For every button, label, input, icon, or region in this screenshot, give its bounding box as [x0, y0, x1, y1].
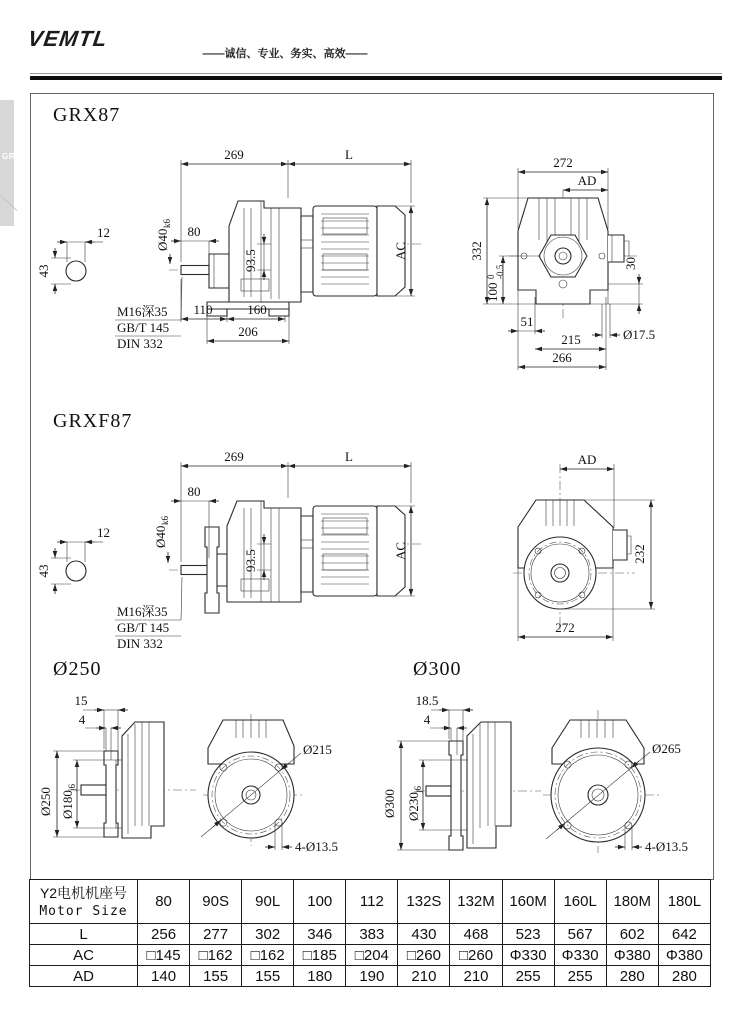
- motor-dimension-table: [29, 879, 711, 987]
- dim-AC-label: AC: [393, 241, 408, 261]
- dim-185-label: 18.5: [415, 693, 439, 708]
- dim-shaft-dia-sub: k6: [160, 516, 170, 525]
- row-label-AC: AC: [30, 945, 138, 966]
- dim-AD-label: AD: [577, 173, 597, 188]
- column-header-180L: 180L: [658, 880, 710, 924]
- dim-AD-label: AD: [577, 452, 597, 467]
- grxf87-side-view: [115, 449, 423, 651]
- note-tapped-hole: M16深35: [117, 604, 168, 619]
- side-tab-diagonal: [0, 194, 17, 211]
- grx87-drawing: [31, 94, 713, 399]
- dim-shaft-dia-label: Ø40: [153, 525, 168, 548]
- dim-holes-label: 4-Ø13.5: [295, 839, 338, 854]
- dim-hole-label: Ø17.5: [623, 327, 656, 342]
- cell-AC-90S: □162: [190, 945, 242, 966]
- motor-size-label-en: Motor Size: [39, 903, 128, 919]
- motor-size-label-cn: Y2电机机座号: [39, 884, 128, 901]
- cell-AC-160L: Φ330: [554, 945, 606, 966]
- flange250-title: Ø250: [53, 658, 102, 680]
- dim-30-label: 30: [623, 257, 638, 270]
- cell-L-160L: 567: [554, 924, 606, 945]
- dim-272-label: 272: [553, 155, 573, 170]
- column-header-112: 112: [346, 880, 398, 924]
- cell-AC-100: □185: [294, 945, 346, 966]
- dim-12-label: 12: [97, 525, 110, 540]
- dim-outer-label: Ø300: [382, 789, 397, 818]
- column-header-90S: 90S: [190, 880, 242, 924]
- cell-L-90S: 277: [190, 924, 242, 945]
- cell-AC-180L: Φ380: [658, 945, 710, 966]
- grx87-title: GRX87: [53, 104, 121, 126]
- cell-L-90L: 302: [242, 924, 294, 945]
- cell-AD-112: 190: [346, 966, 398, 987]
- grxf87-front-view: [513, 452, 655, 641]
- dim-935-label: 93.5: [243, 549, 258, 572]
- cell-AD-180L: 280: [658, 966, 710, 987]
- dim-160-label: 160: [247, 302, 267, 317]
- grx87-side-view: [115, 147, 423, 351]
- dim-shaft-dia-sub: k6: [162, 219, 172, 228]
- cell-AD-100: 180: [294, 966, 346, 987]
- brand-logo: VEMTL: [26, 26, 110, 51]
- note-tapped-hole: M16深35: [117, 304, 168, 319]
- cell-AC-132M: □260: [450, 945, 502, 966]
- table-header-motor-size: [30, 880, 138, 924]
- cell-L-100: 346: [294, 924, 346, 945]
- flange300-title: Ø300: [413, 658, 462, 680]
- cell-AC-112: □204: [346, 945, 398, 966]
- note-gbt: GB/T 145: [117, 320, 170, 335]
- dim-110-label: 110: [193, 302, 213, 317]
- dim-232-label: 232: [632, 544, 647, 564]
- grxf87-shaft-section: [36, 525, 110, 594]
- cell-AD-90L: 155: [242, 966, 294, 987]
- grx87-panel: [30, 93, 714, 400]
- column-header-90L: 90L: [242, 880, 294, 924]
- grx87-shaft-section: [36, 225, 110, 294]
- row-label-L: L: [30, 924, 138, 945]
- table-row-AD: [30, 966, 711, 987]
- dim-15-label: 15: [74, 693, 88, 708]
- cell-L-132S: 430: [398, 924, 450, 945]
- cell-AD-160L: 255: [554, 966, 606, 987]
- cell-AD-132M: 210: [450, 966, 502, 987]
- dim-bolt-circle-label: Ø265: [652, 741, 681, 756]
- dim-206-label: 206: [238, 324, 258, 339]
- dim-332-label: 332: [469, 241, 484, 261]
- dim-100-tol-hi: 0: [486, 274, 496, 279]
- dim-spigot-label: Ø230: [406, 792, 421, 821]
- dim-L-label: L: [345, 147, 353, 162]
- dim-269-label: 269: [224, 147, 244, 162]
- grx87-front-view: [469, 155, 655, 370]
- dim-935-label: 93.5: [243, 249, 258, 272]
- dim-outer-label: Ø250: [38, 787, 53, 816]
- note-din: DIN 332: [117, 636, 163, 651]
- cell-AC-80: □145: [138, 945, 190, 966]
- note-din: DIN 332: [117, 336, 163, 351]
- cell-L-112: 383: [346, 924, 398, 945]
- cell-L-160M: 523: [502, 924, 554, 945]
- brand-tagline: ——诚信、专业、务实、高效——: [202, 48, 368, 60]
- cell-AC-160M: Φ330: [502, 945, 554, 966]
- dim-AC-label: AC: [393, 541, 408, 561]
- dim-spigot-sub: j6: [67, 783, 77, 791]
- cell-AC-132S: □260: [398, 945, 450, 966]
- grxf87-panel: [30, 398, 714, 880]
- table-row-L: [30, 924, 711, 945]
- dim-holes-label: 4-Ø13.5: [645, 839, 688, 854]
- grxf87-drawing: [31, 398, 713, 879]
- dim-269-label: 269: [224, 449, 244, 464]
- dim-spigot-sub: j6: [413, 785, 423, 793]
- dim-272-label: 272: [555, 620, 575, 635]
- column-header-180M: 180M: [606, 880, 658, 924]
- cell-AD-80: 140: [138, 966, 190, 987]
- dim-spigot-label: Ø180: [60, 790, 75, 819]
- cell-AC-180M: Φ380: [606, 945, 658, 966]
- dim-266-label: 266: [552, 350, 572, 365]
- dim-L-label: L: [345, 449, 353, 464]
- column-header-132M: 132M: [450, 880, 502, 924]
- grxf87-title: GRXF87: [53, 410, 133, 432]
- cell-L-180L: 642: [658, 924, 710, 945]
- dim-100-label: 100: [485, 282, 500, 302]
- dim-43-label: 43: [36, 564, 51, 578]
- column-header-132S: 132S: [398, 880, 450, 924]
- cell-AD-132S: 210: [398, 966, 450, 987]
- table-row-AC: [30, 945, 711, 966]
- row-label-AD: AD: [30, 966, 138, 987]
- column-header-80: 80: [138, 880, 190, 924]
- cell-AC-90L: □162: [242, 945, 294, 966]
- cell-L-80: 256: [138, 924, 190, 945]
- column-header-160L: 160L: [554, 880, 606, 924]
- flange300-views: [382, 693, 688, 854]
- dim-80-label: 80: [187, 224, 201, 239]
- dim-43-label: 43: [36, 264, 51, 278]
- header-rule-thick: [30, 76, 722, 80]
- dim-shaft-dia-label: Ø40: [155, 228, 170, 251]
- dim-4-label: 4: [78, 712, 86, 727]
- side-tab-label: GR: [2, 152, 15, 161]
- column-header-100: 100: [294, 880, 346, 924]
- cell-AD-180M: 280: [606, 966, 658, 987]
- note-gbt: GB/T 145: [117, 620, 170, 635]
- header-rule-thin: [30, 73, 722, 74]
- cell-AD-90S: 155: [190, 966, 242, 987]
- dim-bolt-circle-label: Ø215: [303, 742, 332, 757]
- dim-12-label: 12: [97, 225, 110, 240]
- dim-215-label: 215: [561, 332, 581, 347]
- column-header-160M: 160M: [502, 880, 554, 924]
- dim-100-tol-lo: -0.5: [495, 264, 505, 279]
- side-tab-gr: [0, 100, 14, 226]
- dim-4-label: 4: [423, 712, 431, 727]
- cell-L-132M: 468: [450, 924, 502, 945]
- flange250-views: [38, 693, 338, 854]
- cell-AD-160M: 255: [502, 966, 554, 987]
- dim-51-label: 51: [520, 314, 534, 329]
- cell-L-180M: 602: [606, 924, 658, 945]
- dim-80-label: 80: [187, 484, 201, 499]
